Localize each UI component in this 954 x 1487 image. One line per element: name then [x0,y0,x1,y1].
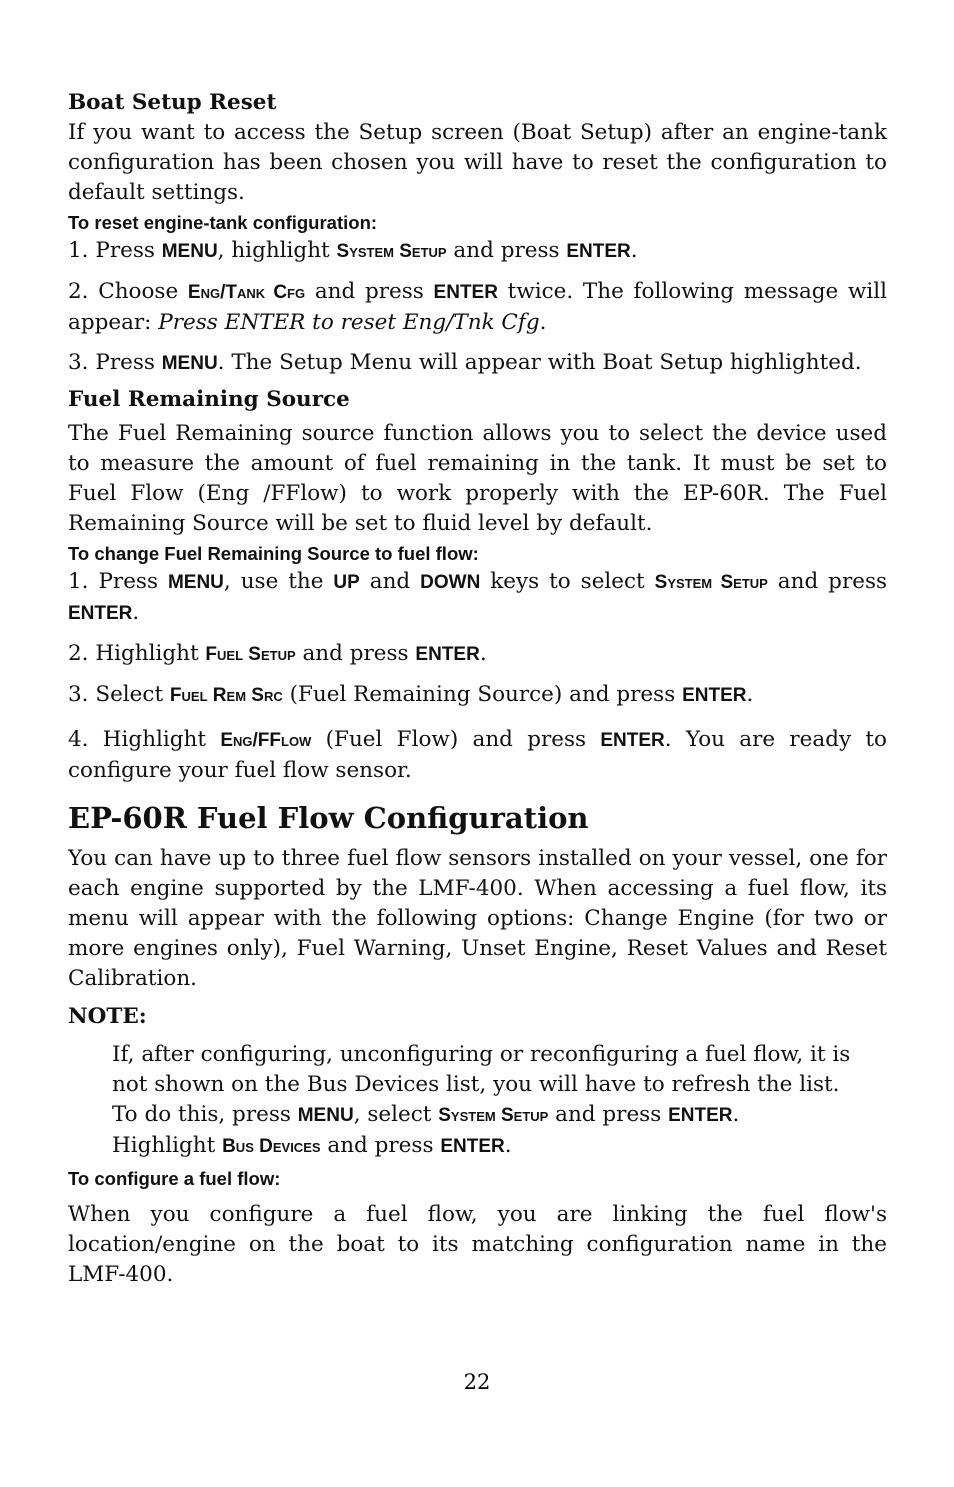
key-menu: MENU [297,1105,354,1126]
paragraph-fuel-remaining-intro: The Fuel Remaining source function allows you to select the device used to measure the amount of fuel remaining in the tank. It must be set to Fuel Flow (Eng /FFlow) to work properly with the EP-60R. The Fuel Remaining Source will be set to fluid level by default. [68,421,887,536]
key-enter: ENTER [668,1105,733,1126]
menu-eng-fflow: Eng/FFlow [220,730,312,751]
menu-eng-tank-cfg: Eng/Tank Cfg [187,282,306,303]
note-box [112,1040,887,1162]
key-enter: ENTER [566,241,631,262]
paragraph-ep60r-intro: You can have up to three fuel flow sensors installed on your vessel, one for each engine supported by the LMF-400. When accessing a fuel flow, its menu will appear with the following options: Change Engine (for two or more engines only), Fuel Warning, Unset Engine, Reset Values and Reset Calibration. [68,846,887,991]
menu-fuel-setup: Fuel Setup [205,644,296,665]
key-menu: MENU [161,241,218,262]
step-source-2: 2. Highlight Fuel Setup and press ENTER. [68,641,487,666]
message-text: Press ENTER to reset Eng/Tnk Cfg [158,310,540,335]
key-enter: ENTER [682,685,747,706]
subheading-configure-fuel-flow: To configure a fuel flow: [68,1168,281,1189]
step-reset-2: 2. Choose Eng/Tank Cfg and press ENTER twice. The following message will appear: Press ENTER to reset Eng/Tnk Cfg. [68,279,888,335]
menu-fuel-rem-src: Fuel Rem Src [169,685,283,706]
key-menu: MENU [167,572,224,593]
paragraph-boat-setup-intro: If you want to access the Setup screen (Boat Setup) after an engine-tank configuration has been chosen you will have to reset the configuration to default settings. [68,120,887,205]
step-source-3: 3. Select Fuel Rem Src (Fuel Remaining Source) and press ENTER. [68,682,754,707]
key-menu: MENU [161,353,218,374]
note-label: NOTE: [68,1004,147,1029]
note-text-1: If, after configuring, unconfiguring or reconfiguring a fuel flow, it is not shown on the Bus Devices list, you will have to refresh the list. [112,1042,851,1097]
key-enter: ENTER [440,1136,505,1157]
menu-system-setup: System Setup [438,1105,549,1126]
heading-boat-setup-reset: Boat Setup Reset [68,90,277,115]
subheading-reset-config: To reset engine-tank configuration: [68,212,378,233]
heading-ep60r-config: EP-60R Fuel Flow Configuration [68,801,589,835]
note-text-2: To do this, press MENU, select System Setup and press ENTER. [112,1102,740,1127]
step-reset-3: 3. Press MENU. The Setup Menu will appear with Boat Setup highlighted. [68,350,862,375]
step-source-4: 4. Highlight Eng/FFlow (Fuel Flow) and press ENTER. You are ready to configure your fuel flow sensor. [68,727,887,783]
menu-system-setup: System Setup [654,572,768,593]
note-text-3: Highlight Bus Devices and press ENTER. [112,1133,512,1158]
step-reset-1: 1. Press MENU, highlight System Setup and press ENTER. [68,238,638,263]
step-source-1: 1. Press MENU, use the UP and DOWN keys to select System Setup and press ENTER. [68,569,888,625]
key-enter: ENTER [600,730,665,751]
menu-bus-devices: Bus Devices [222,1136,321,1157]
manual-page [68,88,887,1290]
page-number: 22 [463,1370,491,1394]
key-enter: ENTER [433,282,498,303]
subheading-change-source: To change Fuel Remaining Source to fuel flow: [68,543,479,564]
menu-system-setup: System Setup [336,241,447,262]
key-down: DOWN [420,572,481,593]
paragraph-configure-fuel-flow: When you configure a fuel flow, you are linking the fuel flow's location/engine on the boat to its matching configuration name in the LMF-400. [68,1202,887,1287]
key-enter: ENTER [415,644,480,665]
key-enter: ENTER [68,603,133,624]
heading-fuel-remaining-source: Fuel Remaining Source [68,387,350,412]
key-up: UP [333,572,360,593]
